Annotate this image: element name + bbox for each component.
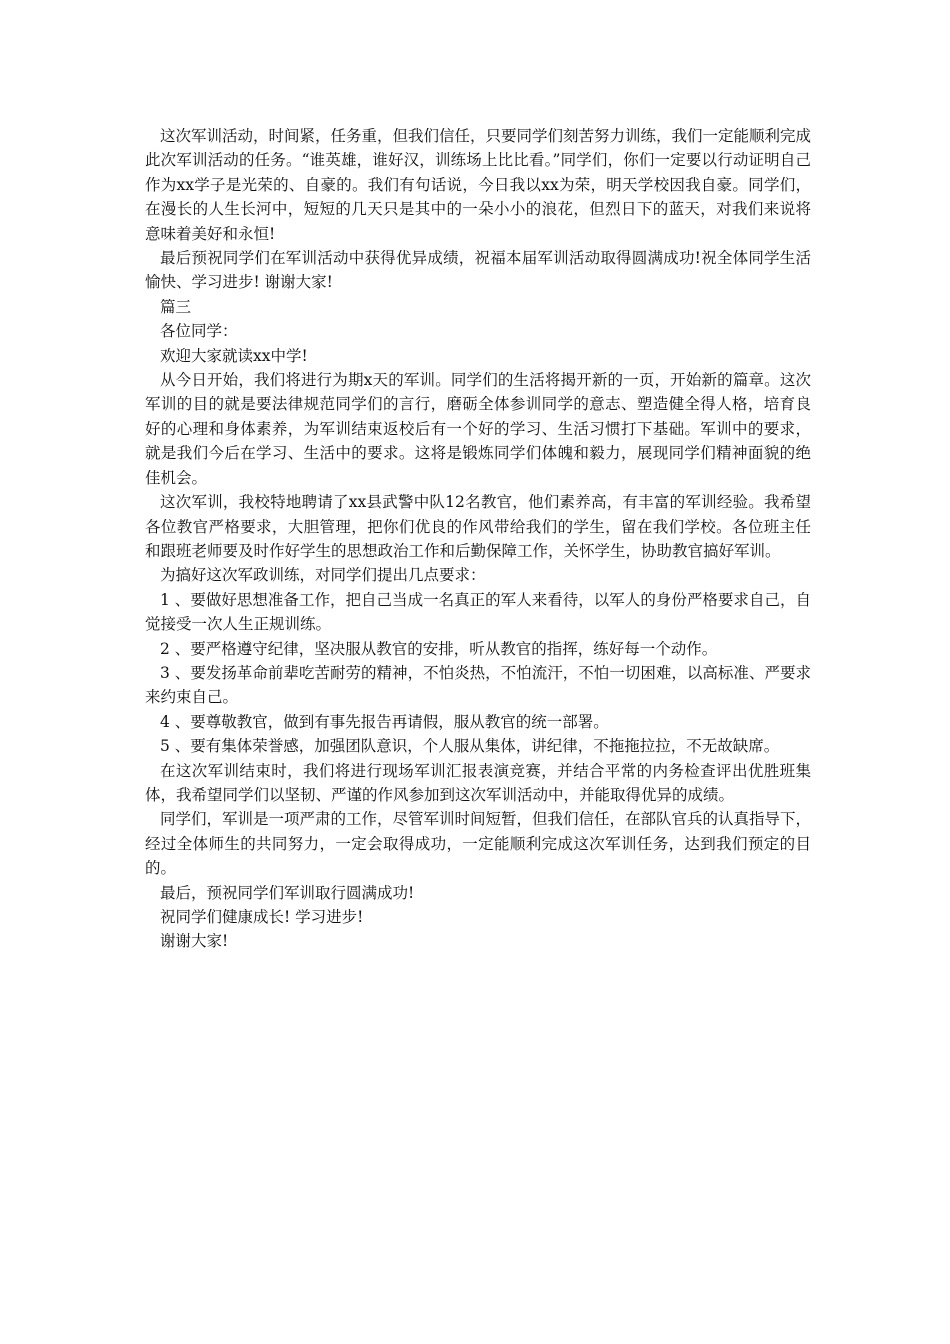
requirement-item: 2 、要严格遵守纪律，坚决服从教官的安排，听从教官的指挥，练好每一个动作。 bbox=[160, 639, 718, 658]
requirement-item: 1 、要做好思想准备工作，把自己当成一名真正的军人来看待，以军人的身份严格要求自己，自觉接受一次人生正规训练。 bbox=[145, 590, 811, 634]
requirement-item: 4 、要尊敬教官，做到有事先报告再请假，服从教官的统一部署。 bbox=[160, 712, 609, 731]
salutation: 各位同学： bbox=[160, 322, 238, 341]
welcome-line: 欢迎大家就读xx中学! bbox=[160, 346, 308, 365]
requirements-heading: 为搞好这次军政训练，对同学们提出几点要求： bbox=[160, 566, 486, 585]
paragraph-instructors: 这次军训，我校特地聘请了xx县武警中队12名教官，他们素养高，有丰富的军训经验。我希望各位教官严格要求，大胆管理，把你们优良的作风带给我们的学生，留在我们学校。各位班主任和跟班老师要及时作好学生的思想政治工作和后勤保障工作，关怀学生，协助教官搞好军训。 bbox=[145, 493, 811, 560]
wish-line: 祝同学们健康成长! 学习进步! bbox=[160, 908, 364, 926]
paragraph-1: 这次军训活动，时间紧，任务重，但我们信任，只要同学们刻苦努力训练，我们一定能顺利完成此次军训活动的任务。“谁英雄，谁好汉，训练场上比比看。”同学们，你们一定要以行动证明自己作为xx学子是光荣的、自豪的。我们有句话说，今日我以xx为荣，明天学校因我自豪。同学们，在漫长的人生长河中，短短的几天只是其中的一朵小小的浪花，但烈日下的蓝天，对我们来说将意味着美好和永恒! bbox=[145, 127, 812, 243]
paragraph-competition: 在这次军训结束时，我们将进行现场军训汇报表演竞赛，并结合平常的内务检查评出优胜班集体，我希望同学们以坚韧、严谨的作风参加到这次军训活动中，并能取得优异的成绩。 bbox=[145, 761, 811, 804]
wish-line: 最后，预祝同学们军训取行圆满成功! bbox=[160, 883, 415, 902]
section-heading: 篇三 bbox=[160, 297, 192, 316]
paragraph-2: 最后预祝同学们在军训活动中获得优异成绩，祝福本届军训活动取得圆满成功!祝全体同学生活愉快、学习进步! 谢谢大家! bbox=[145, 249, 811, 292]
requirement-item: 3 、要发扬革命前辈吃苦耐劳的精神，不怕炎热，不怕流汗，不怕一切困难，以高标准、严要求来约束自己。 bbox=[145, 663, 811, 707]
thanks-line: 谢谢大家! bbox=[160, 932, 229, 951]
paragraph-closing: 同学们，军训是一项严肃的工作，尽管军训时间短暂，但我们信任，在部队官兵的认真指导下，经过全体师生的共同努力，一定会取得成功，一定能顺利完成这次军训任务，达到我们预定的目的。 bbox=[145, 810, 812, 878]
requirement-item: 5 、要有集体荣誉感，加强团队意识，个人服从集体，讲纪律，不拖拖拉拉，不无故缺席。 bbox=[160, 737, 780, 756]
document-body bbox=[145, 124, 811, 954]
paragraph-intro: 从今日开始，我们将进行为期x天的军训。同学们的生活将揭开新的一页，开始新的篇章。这次军训的目的就是要法律规范同学们的言行，磨砺全体参训同学的意志、塑造健全得人格，培育良好的心理和身体素养，为军训结束返校后有一个好的学习、生活习惯打下基础。军训中的要求，就是我们今后在学习、生活中的要求。这将是锻炼同学们体魄和毅力，展现同学们精神面貌的绝佳机会。 bbox=[145, 371, 811, 487]
